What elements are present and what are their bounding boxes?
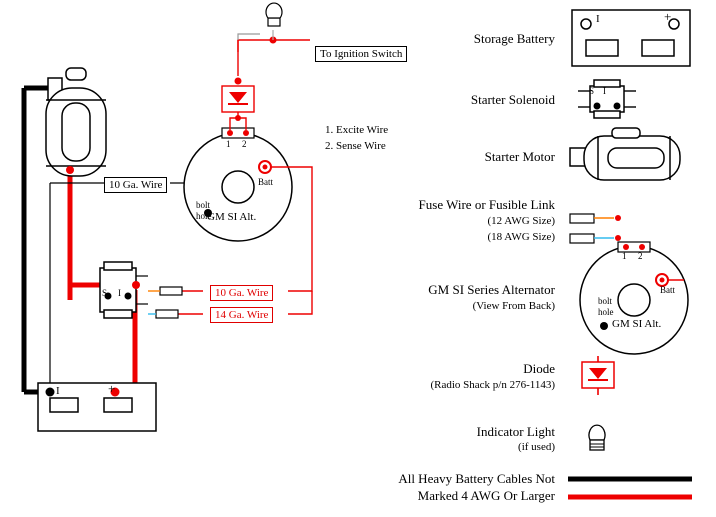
legend-bulb-base: [590, 440, 604, 450]
legend-fuse-12-dot: [615, 215, 621, 221]
legend-indicator-light-label: Indicator Light: [476, 424, 555, 439]
legend-alt-term-2: [639, 244, 645, 250]
legend-fuse-12awg-label: (12 AWG Size): [487, 215, 555, 227]
excite-wire-label: 1. Excite Wire: [325, 124, 389, 136]
legend-alt-name-label: GM SI Alt.: [612, 318, 662, 330]
legend-cables-line1: All Heavy Battery Cables Not: [398, 471, 555, 486]
legend-alternator-sub: (View From Back): [472, 300, 555, 312]
legend-battery-neg-post: [581, 19, 591, 29]
alternator-terminal-1: [227, 130, 233, 136]
legend-alt-bolt-hole: [600, 322, 608, 330]
legend-starter-motor-icon: [566, 126, 692, 188]
battery-negative-post: [46, 388, 55, 397]
legend-solenoid-term-i: [614, 103, 621, 110]
hole-label-main: hole: [196, 211, 212, 221]
legend-alt-batt-label: Batt: [660, 285, 675, 295]
fusible-link-10ga: [160, 287, 182, 295]
alt-terminal-2-label: 2: [242, 139, 247, 149]
legend-storage-battery-icon: [570, 8, 692, 68]
legend-solenoid-term-s: [594, 103, 601, 110]
starter-motor-inner: [62, 103, 90, 161]
starter-motor-solenoid-cap: [66, 68, 86, 80]
solenoid-top-cap: [104, 262, 132, 270]
gm-si-alt-label-main: GM SI Alt.: [207, 211, 257, 223]
legend-fuse-18awg-label: (18 AWG Size): [487, 231, 555, 243]
legend-diode-sub: (Radio Shack p/n 276-1143): [430, 379, 555, 391]
legend-starter-solenoid-icon: [572, 78, 642, 120]
alternator-batt-terminal-dot: [263, 165, 268, 170]
legend-solenoid-i-label: I: [603, 86, 606, 96]
legend-battery-neg-label: I: [596, 13, 600, 25]
legend-battery-cell-2: [642, 40, 674, 56]
legend-diode-label: Diode: [523, 361, 555, 376]
alternator-plug: [222, 128, 254, 138]
legend-cables-line2: Marked 4 AWG Or Larger: [417, 488, 555, 503]
ten-ga-wire-left-label: 10 Ga. Wire: [104, 177, 167, 193]
junction-dot-diode-top: [235, 78, 242, 85]
battery-cell-1: [50, 398, 78, 412]
legend-storage-battery-label: Storage Battery: [473, 31, 555, 46]
legend-starter-solenoid-label: Starter Solenoid: [470, 92, 555, 107]
bolt-label-main: bolt: [196, 200, 211, 210]
batt-label-main: Batt: [258, 177, 273, 187]
indicator-light-bulb-main: [266, 3, 282, 18]
solenoid-i-label-main: I: [118, 288, 121, 298]
legend-fuse-12-block: [570, 214, 594, 223]
legend-battery-cell-1: [586, 40, 618, 56]
alternator-shaft: [222, 171, 254, 203]
legend-alt-batt-term-dot: [660, 278, 665, 283]
alt-terminal-1-label: 1: [226, 139, 231, 149]
solenoid-battery-terminal: [132, 281, 140, 289]
battery-pos-label-main: +: [108, 381, 116, 396]
wire-to-ignition-junction: [238, 40, 273, 52]
legend-indicator-light-sub: (if used): [518, 441, 555, 453]
legend-bulb-glass: [589, 425, 605, 440]
to-ignition-switch-label: To Ignition Switch: [315, 46, 407, 62]
legend-motor-cap: [612, 128, 640, 138]
legend-alt-hole-label: hole: [598, 307, 614, 317]
indicator-light-lead-2: [238, 34, 260, 40]
indicator-light-base-main: [268, 18, 280, 26]
alternator-terminal-2: [243, 130, 249, 136]
starter-motor-positive-terminal: [66, 166, 74, 174]
legend-indicator-light-icon: [580, 418, 616, 458]
legend-battery-body: [572, 10, 690, 66]
legend-alt-t2-label: 2: [638, 251, 643, 261]
legend-alternator-label: GM SI Series Alternator: [428, 282, 555, 297]
legend-alt-term-1: [623, 244, 629, 250]
legend-alt-bolt-label: bolt: [598, 296, 613, 306]
ten-ga-wire-mid-label: 10 Ga. Wire: [210, 285, 273, 301]
legend-alt-t1-label: 1: [622, 251, 627, 261]
legend-starter-motor-label: Starter Motor: [484, 149, 555, 164]
legend-alternator-icon: [572, 238, 696, 362]
legend-alt-shaft: [618, 284, 650, 316]
solenoid-bottom-cap: [104, 310, 132, 318]
legend-motor-inner: [608, 148, 664, 168]
14ga-branch-wire: [288, 291, 312, 314]
fourteen-ga-wire-label: 14 Ga. Wire: [210, 307, 273, 323]
legend-diode-icon: [576, 356, 620, 396]
junction-dot-alt-terminals: [235, 115, 241, 121]
legend-solenoid-s-label: S: [589, 86, 595, 96]
battery-neg-label-main: I: [56, 385, 60, 397]
legend-fuse-wire-label: Fuse Wire or Fusible Link: [418, 197, 555, 212]
legend-solenoid-bottom: [594, 111, 620, 118]
sense-wire-label: 2. Sense Wire: [325, 140, 386, 152]
legend-cable-swatches: [566, 470, 696, 510]
legend-solenoid-top: [594, 80, 620, 87]
legend-battery-pos-label: +: [664, 9, 672, 24]
fusible-link-14ga: [156, 310, 178, 318]
solenoid-s-label-main: S: [102, 288, 108, 298]
battery-cell-2: [104, 398, 132, 412]
solenoid-terminal-right: [125, 293, 132, 300]
